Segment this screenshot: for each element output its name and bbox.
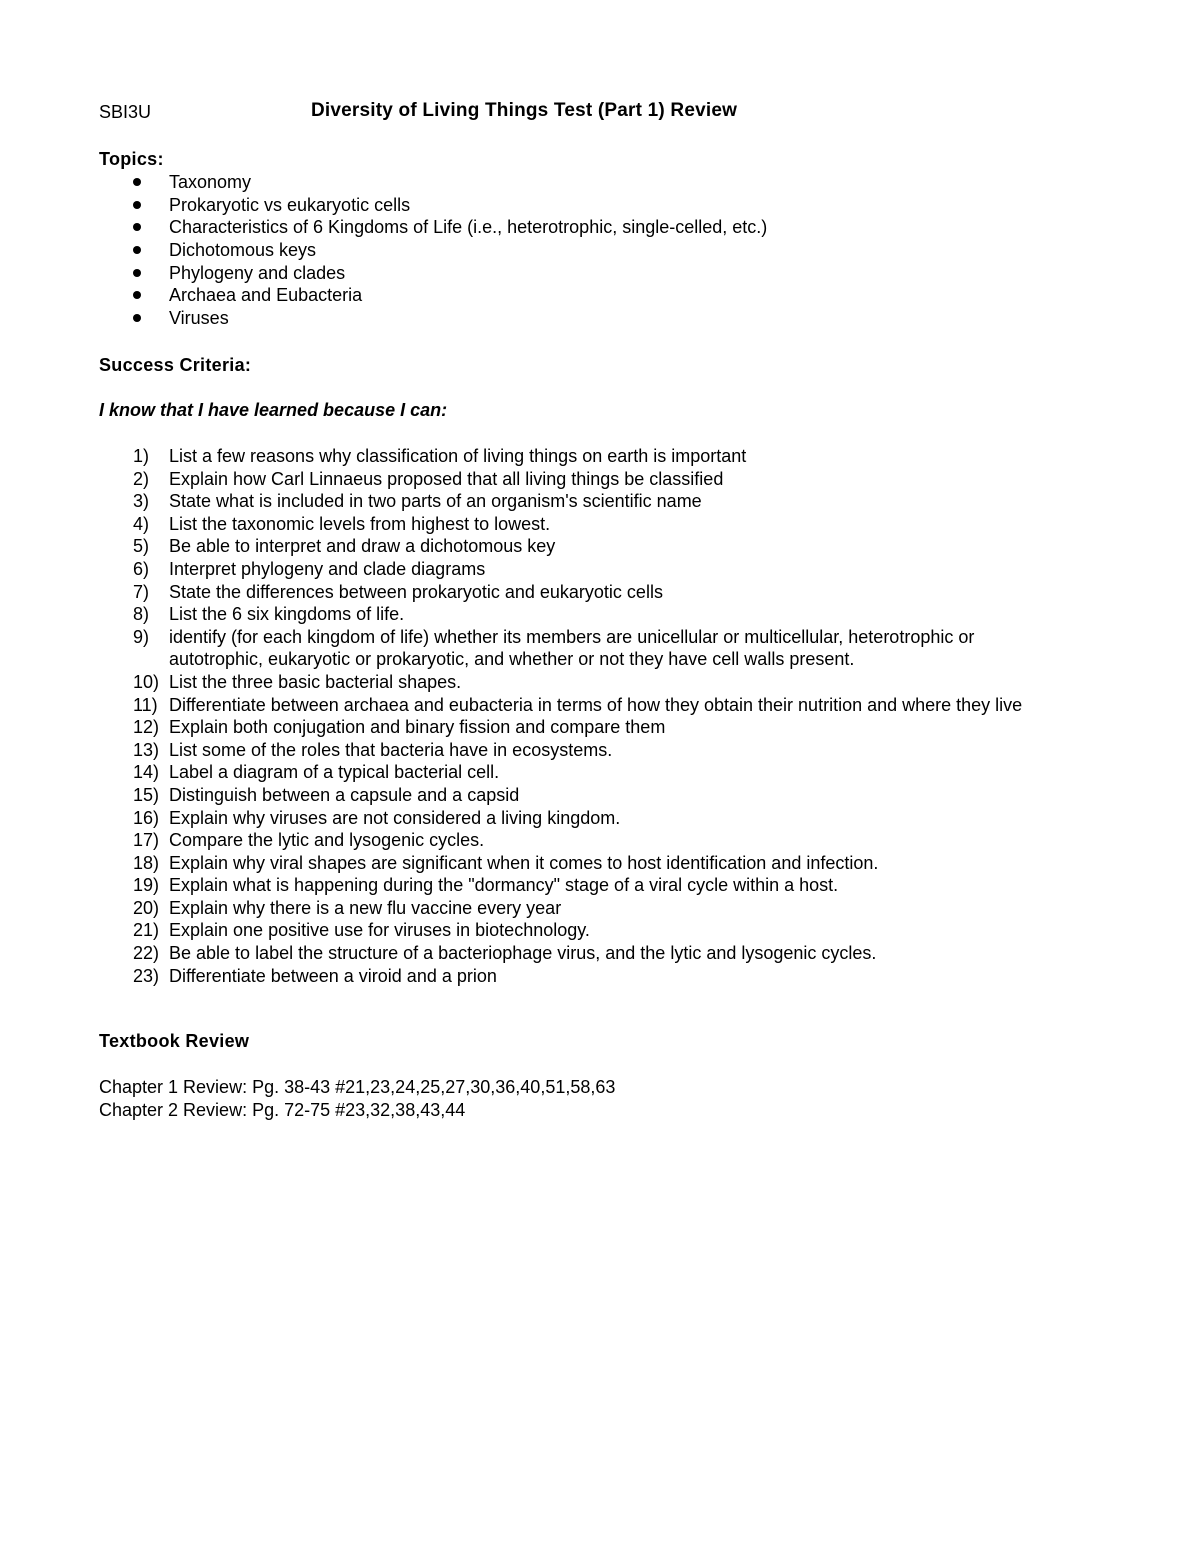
list-item	[99, 852, 1109, 875]
bullet-icon	[133, 314, 141, 322]
item-text: Explain how Carl Linnaeus proposed that all living things be classified	[169, 468, 724, 489]
item-number: 9)	[133, 626, 150, 647]
item-text: Explain why viruses are not considered a living kingdom.	[169, 807, 621, 828]
item-number: 22)	[133, 943, 160, 964]
success-criteria-list	[99, 445, 1109, 987]
list-item	[99, 829, 1109, 852]
item-number: 10)	[133, 671, 160, 692]
bullet-icon	[133, 178, 141, 186]
list-item	[99, 513, 1109, 536]
list-item	[99, 942, 1109, 965]
item-text: Explain what is happening during the "dormancy" stage of a viral cycle within a host.	[169, 875, 839, 896]
list-item	[99, 284, 767, 307]
item-text: Differentiate between a viroid and a prion	[169, 965, 497, 986]
item-number: 12)	[133, 717, 160, 738]
topic-text: Archaea and Eubacteria	[169, 285, 363, 306]
topic-text: Prokaryotic vs eukaryotic cells	[169, 194, 411, 215]
item-text: Explain both conjugation and binary fission and compare them	[169, 717, 666, 738]
bullet-icon	[133, 223, 141, 231]
item-number: 8)	[133, 604, 150, 625]
item-number: 1)	[133, 446, 150, 466]
item-text: List some of the roles that bacteria have in ecosystems.	[169, 739, 613, 760]
list-item	[99, 239, 767, 262]
item-number: 20)	[133, 897, 160, 918]
bullet-icon	[133, 269, 141, 277]
item-text: Label a diagram of a typical bacterial cell.	[169, 762, 500, 783]
item-text: State the differences between prokaryotic and eukaryotic cells	[169, 581, 663, 602]
item-text: identify (for each kingdom of life) whether its members are unicellular or multicellular, heterotrophic or autotrophic, eukaryotic or prokaryotic, and whether or not they have cell walls present.	[169, 626, 975, 670]
list-item	[99, 194, 767, 217]
chapter-2-review: Chapter 2 Review: Pg. 72-75 #23,32,38,43,44	[99, 1100, 466, 1120]
topics-heading: Topics:	[99, 149, 164, 169]
bullet-icon	[133, 201, 141, 209]
item-text: List the taxonomic levels from highest to lowest.	[169, 513, 551, 534]
topic-text: Viruses	[169, 308, 229, 329]
topic-text: Characteristics of 6 Kingdoms of Life (i.e., heterotrophic, single-celled, etc.)	[169, 217, 768, 238]
list-item	[99, 171, 767, 194]
topic-text: Dichotomous keys	[169, 240, 317, 261]
success-criteria-subheading: I know that I have learned because I can:	[99, 400, 448, 420]
item-text: State what is included in two parts of an organism's scientific name	[169, 491, 702, 512]
item-text: List a few reasons why classification of living things on earth is important	[169, 446, 747, 466]
item-number: 3)	[133, 491, 150, 512]
list-item	[99, 807, 1109, 830]
list-item	[99, 761, 1109, 784]
item-text: Compare the lytic and lysogenic cycles.	[169, 830, 485, 851]
item-number: 2)	[133, 468, 150, 489]
item-number: 17)	[133, 830, 160, 851]
item-text: List the three basic bacterial shapes.	[169, 671, 462, 692]
item-number: 4)	[133, 513, 150, 534]
item-number: 19)	[133, 875, 160, 896]
list-item	[99, 897, 1109, 920]
item-number: 6)	[133, 558, 150, 579]
topics-list	[99, 171, 767, 330]
topic-text: Taxonomy	[169, 172, 252, 192]
item-number: 21)	[133, 920, 160, 941]
list-item	[99, 603, 1109, 626]
chapter-1-review: Chapter 1 Review: Pg. 38-43 #21,23,24,25,27,30,36,40,51,58,63	[99, 1077, 616, 1097]
list-item	[99, 694, 1109, 717]
list-item	[99, 874, 1109, 897]
list-item	[99, 558, 1109, 581]
item-number: 7)	[133, 581, 150, 602]
list-item	[99, 445, 1109, 468]
item-text: Interpret phylogeny and clade diagrams	[169, 558, 486, 579]
course-code: SBI3U	[99, 102, 152, 122]
list-item	[99, 739, 1109, 762]
item-number: 23)	[133, 965, 160, 986]
item-text: Explain one positive use for viruses in biotechnology.	[169, 920, 590, 941]
item-text: Distinguish between a capsule and a capsid	[169, 784, 520, 805]
item-text: List the 6 six kingdoms of life.	[169, 604, 405, 625]
item-number: 13)	[133, 739, 160, 760]
item-number: 11)	[133, 694, 158, 715]
success-criteria-heading: Success Criteria:	[99, 355, 252, 375]
item-text: Be able to label the structure of a bacteriophage virus, and the lytic and lysogenic cycles.	[169, 943, 877, 964]
document-title: Diversity of Living Things Test (Part 1) Review	[311, 100, 738, 121]
list-item	[99, 626, 1109, 671]
item-text: Differentiate between archaea and eubacteria in terms of how they obtain their nutrition and where they live	[169, 694, 1023, 715]
item-number: 5)	[133, 536, 150, 557]
document-header	[99, 100, 1099, 126]
bullet-icon	[133, 246, 141, 254]
topic-text: Phylogeny and clades	[169, 262, 346, 283]
list-item	[99, 468, 1109, 491]
item-number: 16)	[133, 807, 160, 828]
bullet-icon	[133, 291, 141, 299]
list-item	[99, 307, 767, 330]
list-item	[99, 581, 1109, 604]
textbook-review-heading: Textbook Review	[99, 1031, 250, 1051]
list-item	[99, 784, 1109, 807]
item-text: Explain why there is a new flu vaccine every year	[169, 897, 562, 918]
item-text: Explain why viral shapes are significant when it comes to host identification and infection.	[169, 852, 879, 873]
item-text: Be able to interpret and draw a dichotomous key	[169, 536, 556, 557]
list-item	[99, 965, 1109, 988]
item-number: 15)	[133, 784, 160, 805]
item-number: 14)	[133, 762, 160, 783]
list-item	[99, 671, 1109, 694]
list-item	[99, 490, 1109, 513]
list-item	[99, 262, 767, 285]
list-item	[99, 216, 767, 239]
list-item	[99, 919, 1109, 942]
item-number: 18)	[133, 852, 160, 873]
list-item	[99, 535, 1109, 558]
list-item	[99, 716, 1109, 739]
